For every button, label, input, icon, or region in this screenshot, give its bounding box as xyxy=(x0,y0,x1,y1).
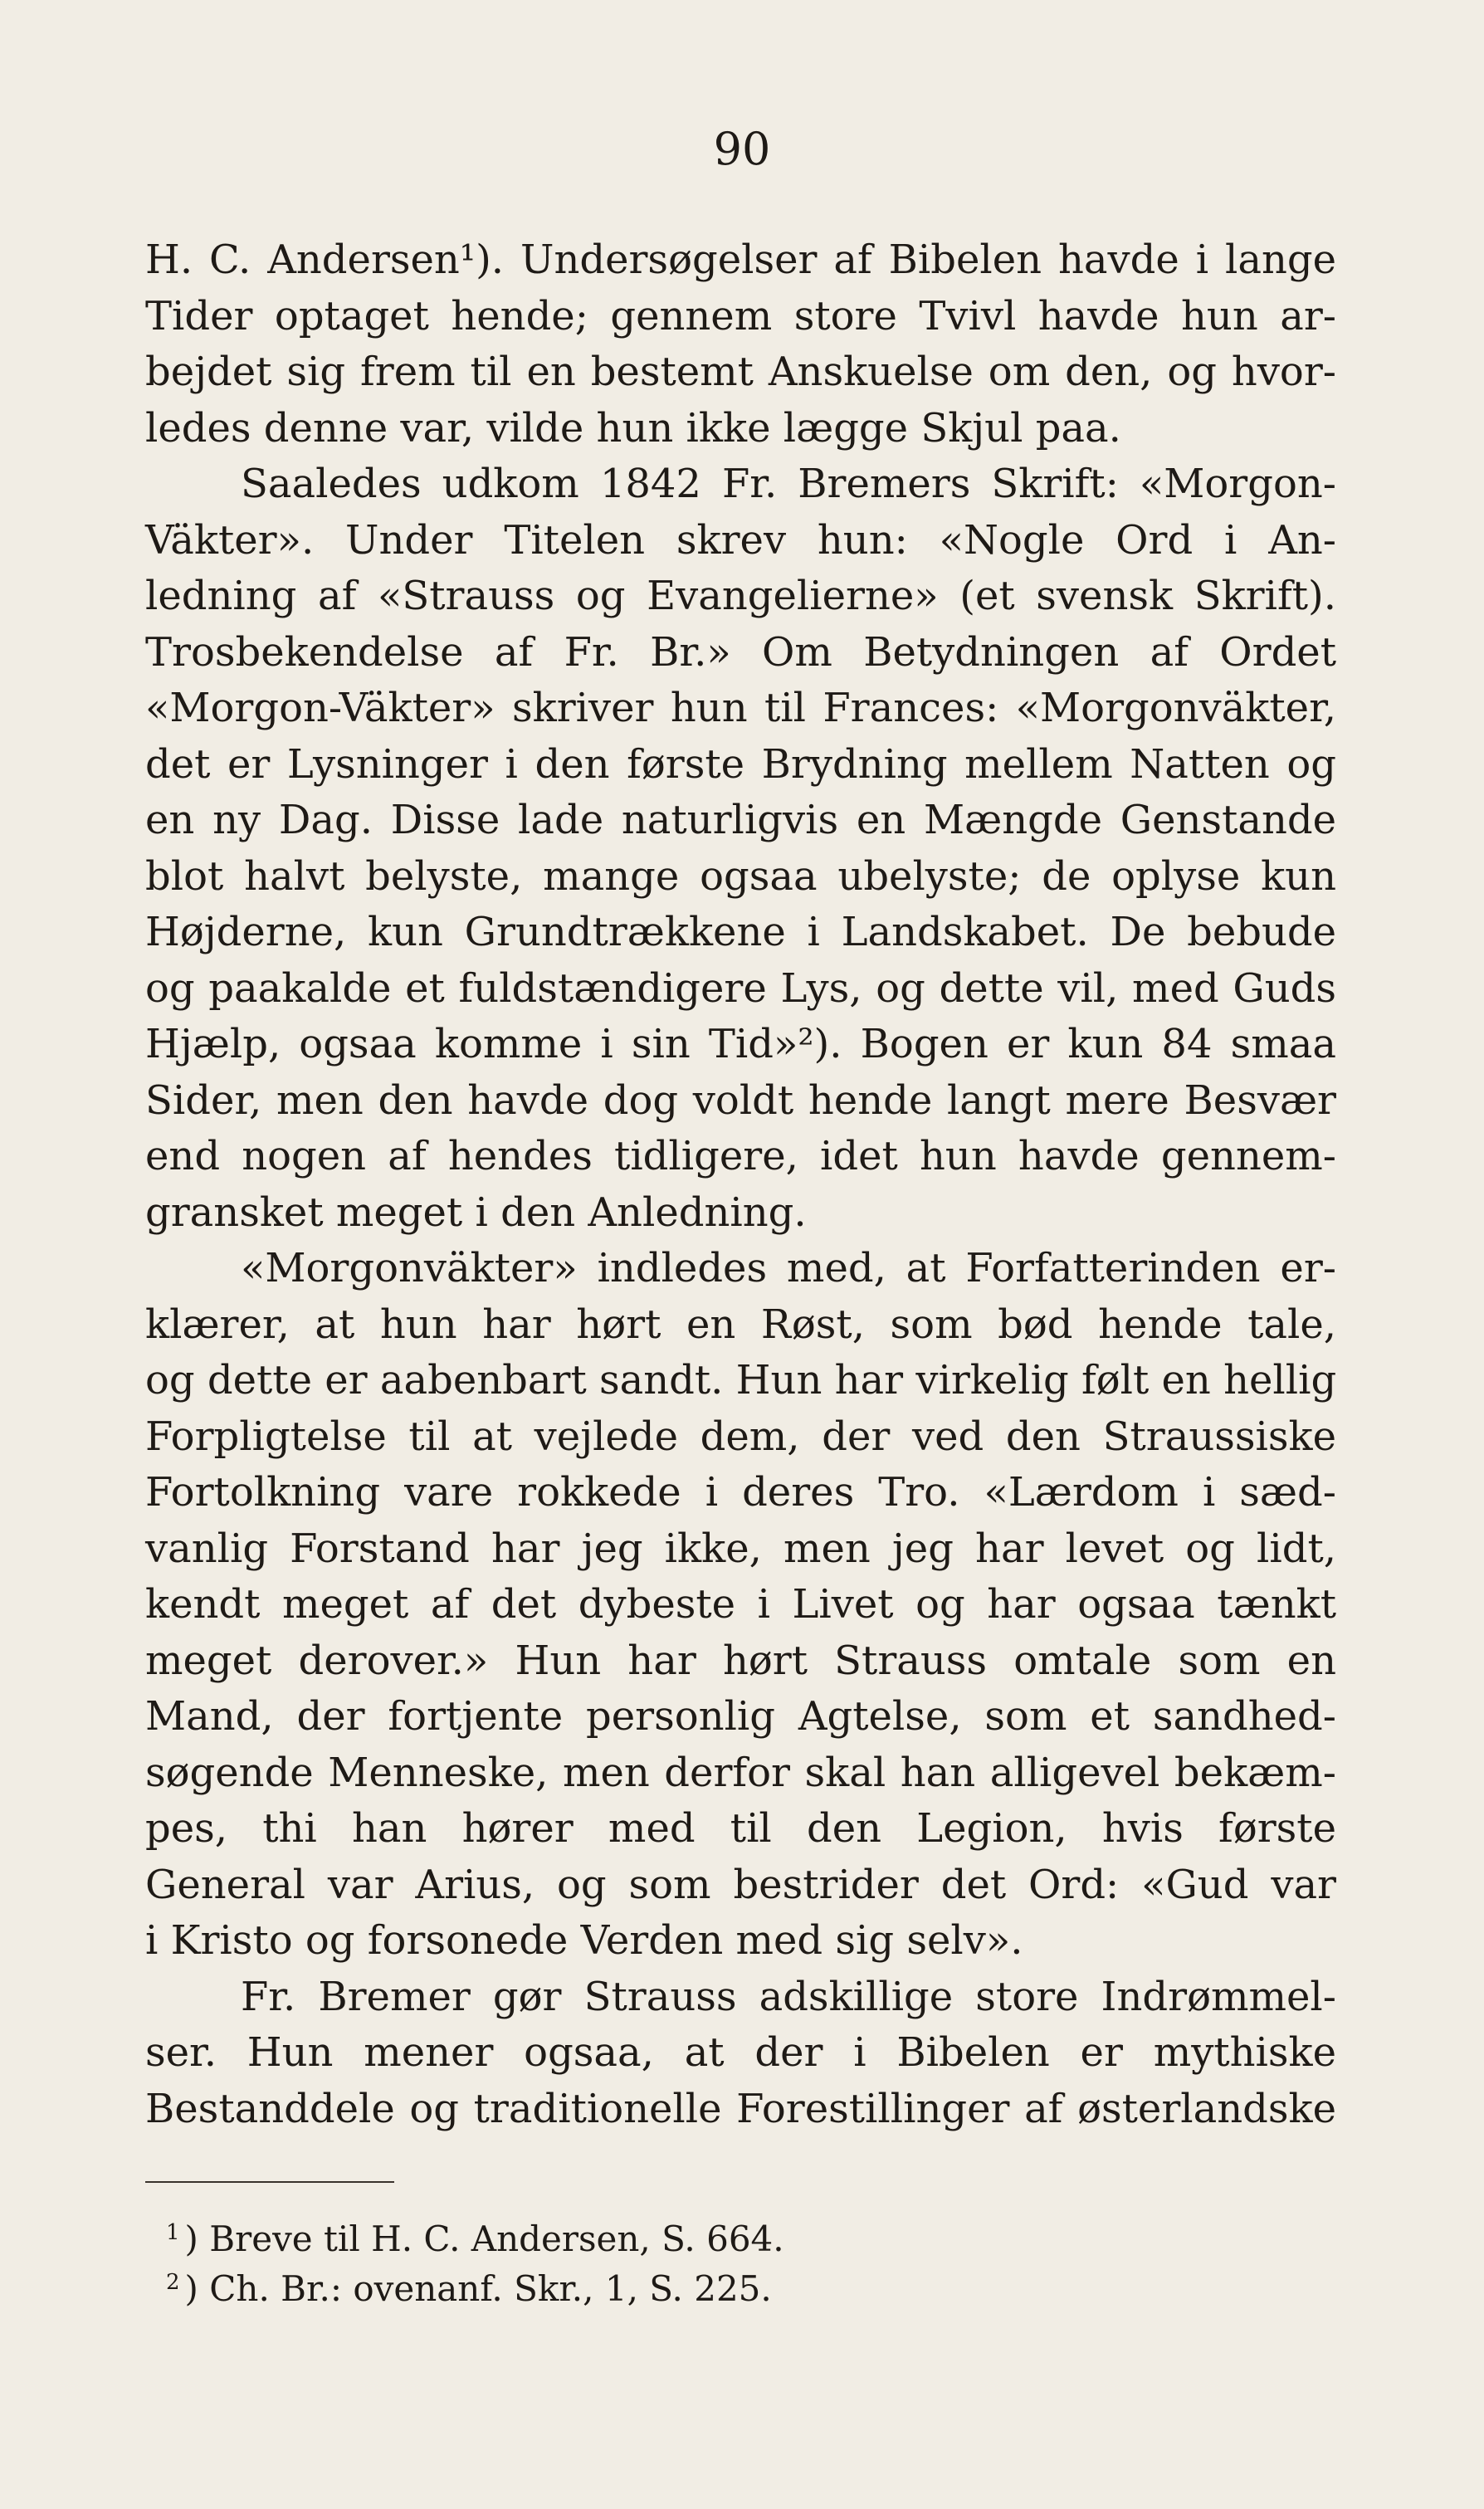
footnote-divider xyxy=(145,2181,394,2183)
text-line: H. C. Andersen¹). Undersøgelser af Bibelen havde i lange xyxy=(145,237,1336,283)
text-line: «Morgon-Väkter» skriver hun til Frances: «Morgonväkter, xyxy=(145,685,1336,731)
text-line: Hjælp, ogsaa komme i sin Tid»²). Bogen er kun 84 smaa xyxy=(145,1021,1336,1067)
text-line: ledning af «Strauss og Evangelierne» (et svensk Skrift). xyxy=(145,573,1336,619)
text-line: blot halvt belyste, mange ogsaa ubelyste; de oplyse kun xyxy=(145,852,1336,900)
text-line: meget derover.» Hun har hørt Strauss omtale som en xyxy=(145,1637,1336,1684)
text-line: pes, thi han hører med til den Legion, hvis første xyxy=(145,1805,1336,1852)
text-line: Tider optaget hende; gennem store Tvivl havde hun ar- xyxy=(145,292,1336,339)
text-line: søgende Menneske, men derfor skal han alligevel bekæm- xyxy=(145,1749,1336,1796)
page-number: 90 xyxy=(713,123,771,175)
text-line: end nogen af hendes tidligere, idet hun havde gennem- xyxy=(145,1133,1336,1179)
footnote-text: ) Ch. Br.: ovenanf. Skr., 1, S. 225. xyxy=(184,2268,772,2309)
text-line: General var Arius, og som bestrider det Ord: «Gud var xyxy=(145,1861,1336,1908)
text-line: i Kristo og forsonede Verden med sig selv». xyxy=(145,1917,1023,1964)
footnotes xyxy=(166,2208,1162,2307)
text-line: Sider, men den havde dog voldt hende langt mere Besvær xyxy=(145,1076,1336,1124)
text-line: det er Lysninger i den første Brydning mellem Natten og xyxy=(145,740,1336,788)
text-line: Trosbekendelse af Fr. Br.» Om Betydningen af Ordet xyxy=(145,628,1336,676)
text-line: Bestanddele og traditionelle Forestillinger af østerlandske xyxy=(145,2085,1336,2132)
text-line: klærer, at hun har hørt en Røst, som bød hende tale, xyxy=(145,1301,1336,1348)
text-line: Mand, der fortjente personlig Agtelse, som et sandhed- xyxy=(145,1693,1336,1740)
text-line: gransket meget i den Anledning. xyxy=(145,1189,807,1236)
text-line: Saaledes udkom 1842 Fr. Bremers Skrift: «Morgon- xyxy=(241,461,1336,507)
text-line: Fortolkning vare rokkede i deres Tro. «Lærdom i sæd- xyxy=(145,1469,1336,1516)
footnote-marker: 2 xyxy=(166,2270,180,2295)
text-line: Fr. Bremer gør Strauss adskillige store Indrømmel- xyxy=(241,1973,1336,2020)
text-line: og dette er aabenbart sandt. Hun har virkelig følt en hellig xyxy=(145,1357,1337,1403)
footnote xyxy=(166,2258,1162,2307)
footnote-marker: 1 xyxy=(166,2220,180,2245)
text-line: Väkter». Under Titelen skrev hun: «Nogle Ord i An- xyxy=(145,516,1336,564)
text-line: kendt meget af det dybeste i Livet og har ogsaa tænkt xyxy=(145,1581,1336,1628)
footnote xyxy=(166,2208,1162,2258)
text-line: bejdet sig frem til en bestemt Anskuelse om den, og hvor- xyxy=(145,349,1336,395)
body-text xyxy=(145,232,1336,2137)
text-line: «Morgonväkter» indledes med, at Forfatterinden er- xyxy=(241,1245,1336,1291)
text-line: ledes denne var, vilde hun ikke lægge Skjul paa. xyxy=(145,404,1121,452)
text-line: Højderne, kun Grundtrækkene i Landskabet. De bebude xyxy=(145,909,1336,955)
text-line: en ny Dag. Disse lade naturligvis en Mængde Genstande xyxy=(145,797,1336,843)
text-line: ser. Hun mener ogsaa, at der i Bibelen er mythiske xyxy=(145,2029,1336,2076)
text-line: og paakalde et fuldstændigere Lys, og dette vil, med Guds xyxy=(145,964,1336,1012)
text-line: Forpligtelse til at vejlede dem, der ved den Straussiske xyxy=(145,1413,1336,1460)
footnote-text: ) Breve til H. C. Andersen, S. 664. xyxy=(184,2219,784,2259)
text-line: vanlig Forstand har jeg ikke, men jeg har levet og lidt, xyxy=(145,1525,1336,1572)
